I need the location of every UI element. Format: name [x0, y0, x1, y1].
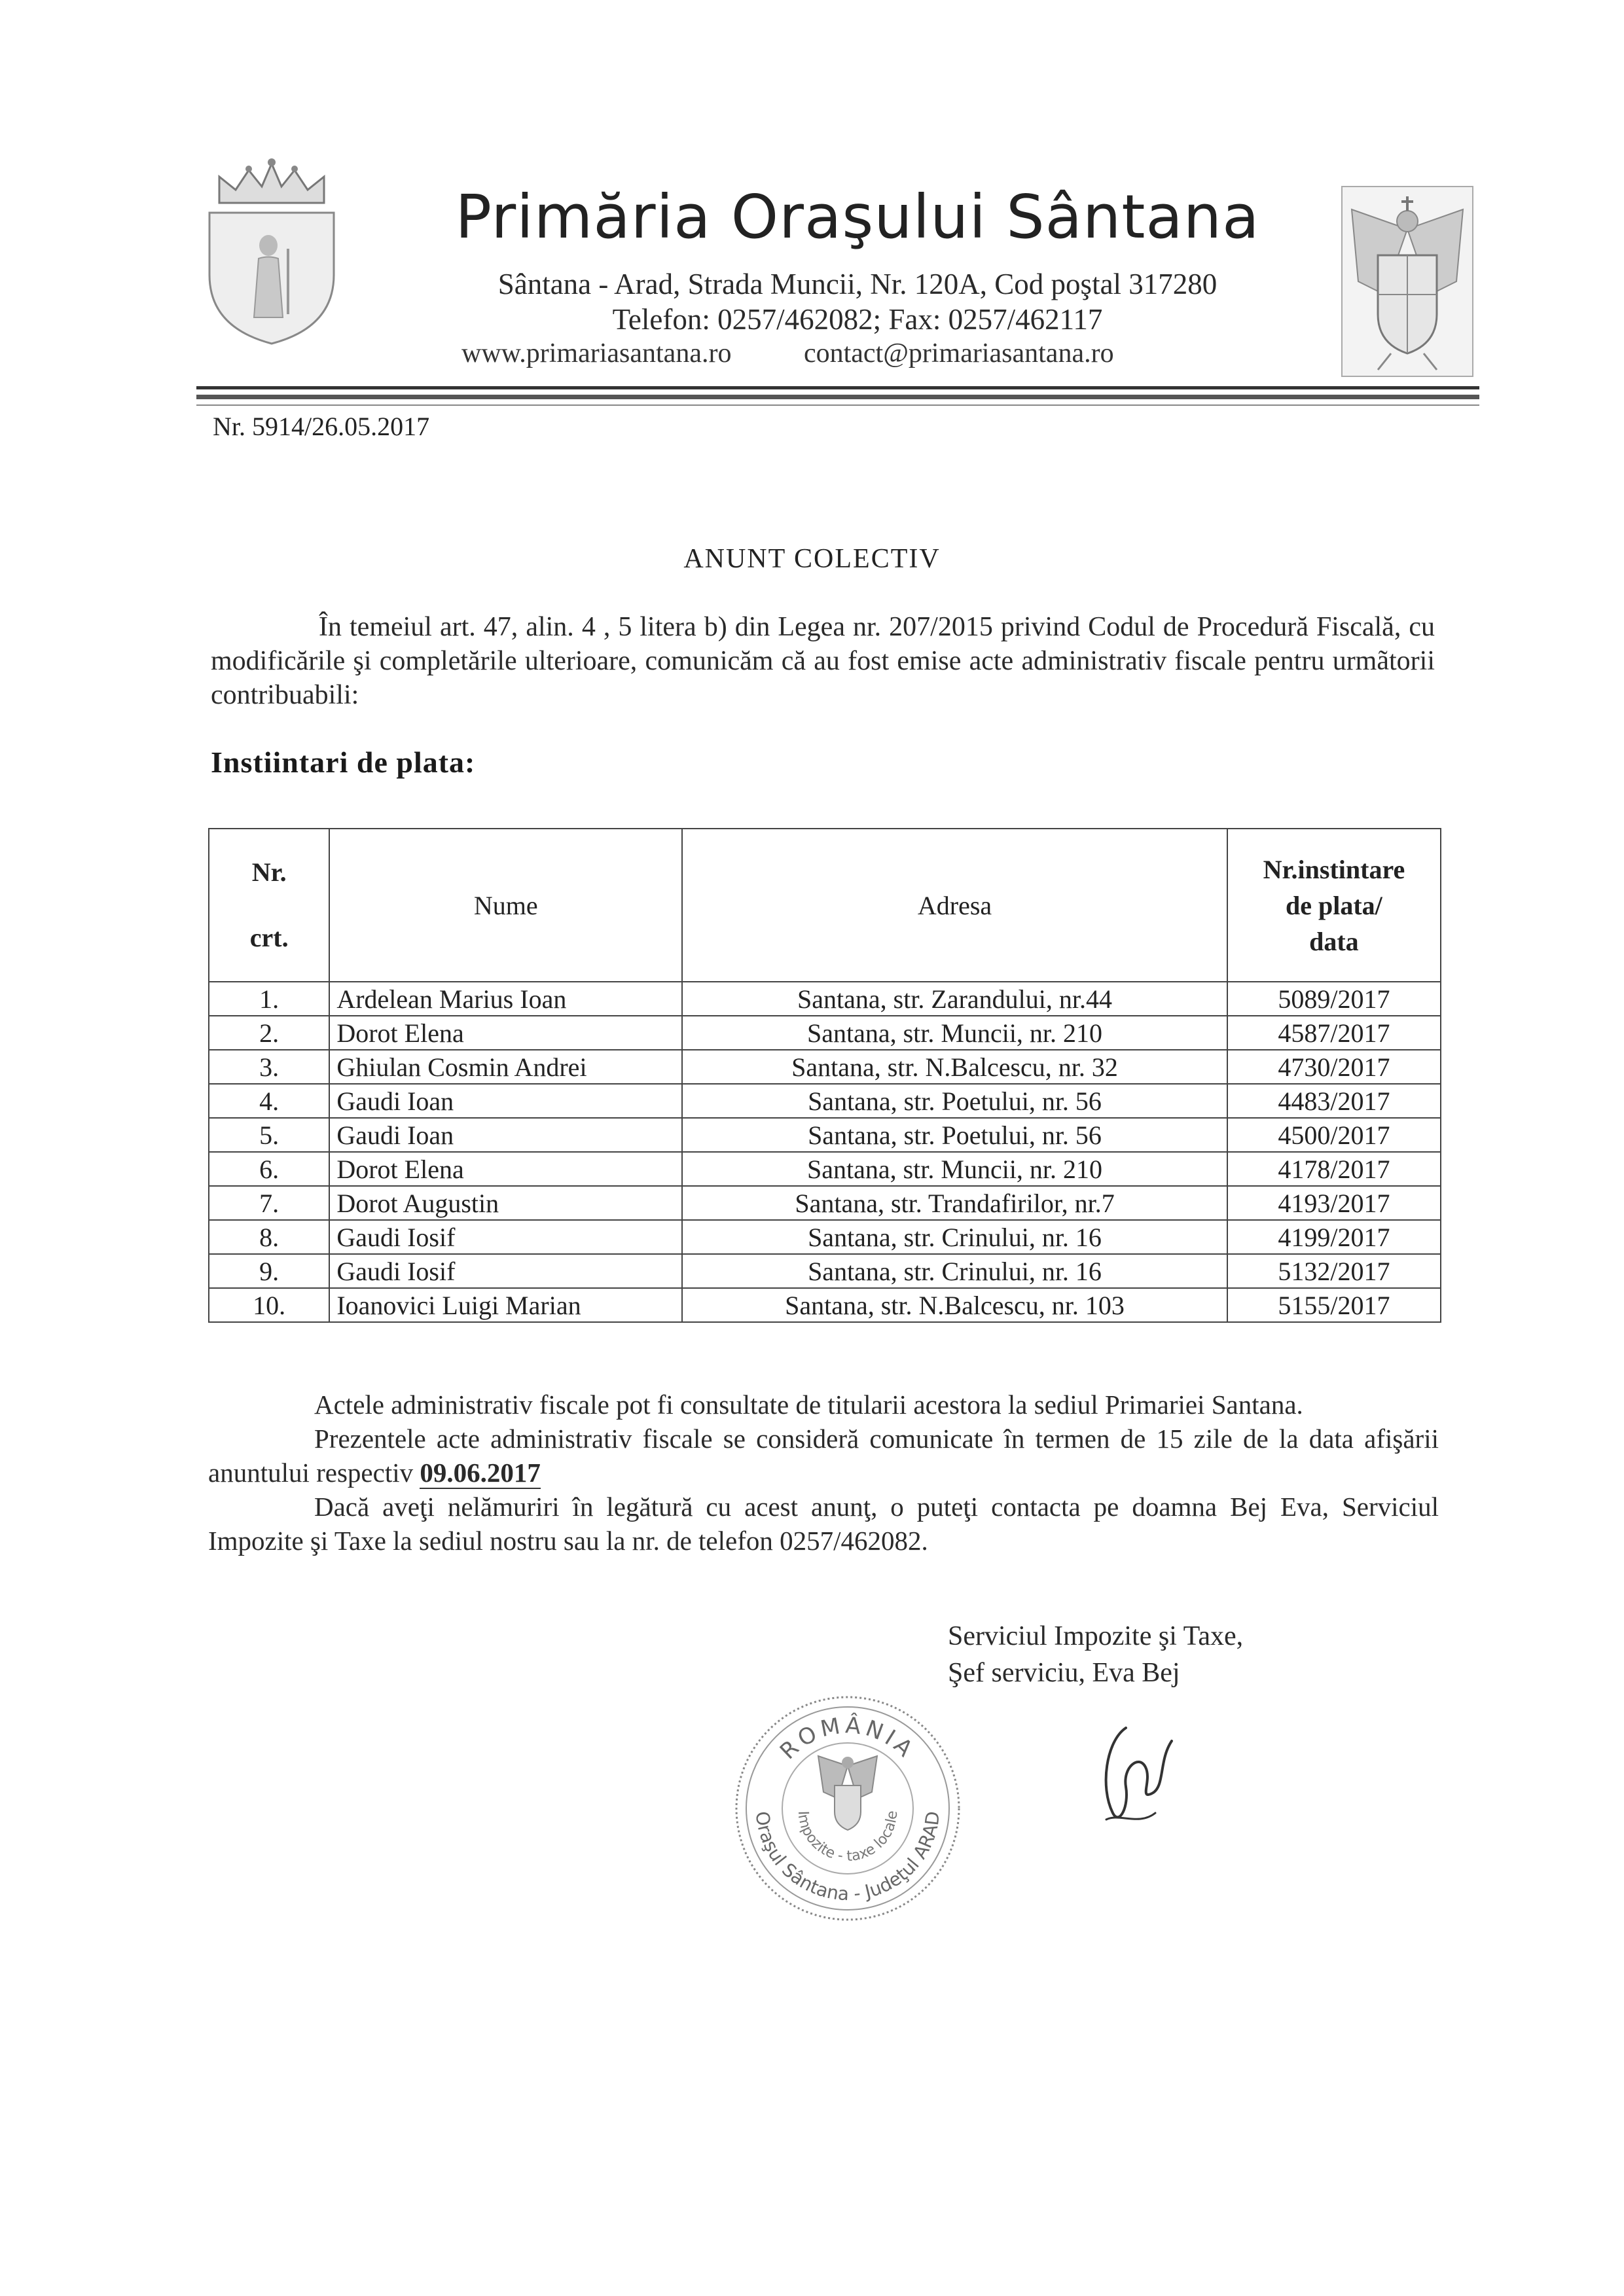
footer-paragraph-2: [208, 1422, 1439, 1490]
cell-notice: 4199/2017: [1227, 1220, 1441, 1254]
stamp-top-text: ROMÂNIA: [774, 1712, 921, 1765]
footer-paragraph-2-text: Prezentele acte administrativ fiscale se consideră comunicate în termen de 15 zile de la data afişării anuntului respectiv: [208, 1424, 1439, 1488]
cell-address: Santana, str. Poetului, nr. 56: [682, 1084, 1227, 1118]
footer-paragraph-3: Dacă aveţi nelămuriri în legătură cu acest anunţ, o puteţi contacta pe doamna Bej Eva, Serviciul Impozite şi Taxe la sediul nostru sau la nr. de telefon 0257/462082.: [208, 1492, 1439, 1556]
signature-block: [948, 1618, 1243, 1691]
intro-paragraph: În temeiul art. 47, alin. 4 , 5 litera b) din Legea nr. 207/2015 privind Codul de Procedură Fiscală, cu modificările şi completările ulterioare, comunicăm că au fost emise acte administrativ fiscale pentru urmãtorii contribuabili:: [211, 612, 1435, 710]
website-link[interactable]: www.primariasantana.ro: [461, 338, 732, 368]
cell-name: Ioanovici Luigi Marian: [329, 1288, 682, 1322]
cell-nr: 2.: [209, 1016, 329, 1050]
cell-address: Santana, str. Muncii, nr. 210: [682, 1152, 1227, 1186]
col-header-address: Adresa: [682, 829, 1227, 982]
table-row: [209, 1220, 1441, 1254]
section-subheading: Instiintari de plata:: [211, 745, 476, 779]
col-header-nr-line2: crt.: [249, 923, 289, 952]
cell-address: Santana, str. Trandafirilor, nr.7: [682, 1186, 1227, 1220]
cell-nr: 4.: [209, 1084, 329, 1118]
display-date: 09.06.2017: [420, 1458, 541, 1488]
cell-notice: 4483/2017: [1227, 1084, 1441, 1118]
table-row: [209, 1016, 1441, 1050]
cell-nr: 6.: [209, 1152, 329, 1186]
header-divider: [196, 386, 1479, 389]
cell-nr: 1.: [209, 982, 329, 1016]
cell-notice: 4587/2017: [1227, 1016, 1441, 1050]
cell-nr: 10.: [209, 1288, 329, 1322]
cell-notice: 4730/2017: [1227, 1050, 1441, 1084]
cell-address: Santana, str. Muncii, nr. 210: [682, 1016, 1227, 1050]
cell-name: Gaudi Ioan: [329, 1084, 682, 1118]
cell-name: Ghiulan Cosmin Andrei: [329, 1050, 682, 1084]
header-divider: [196, 395, 1479, 399]
institution-title: Primăria Oraşului Sântana: [455, 182, 1260, 252]
document-number: Nr. 5914/26.05.2017: [213, 412, 430, 441]
cell-address: Santana, str. N.Balcescu, nr. 32: [682, 1050, 1227, 1084]
table-row: [209, 1050, 1441, 1084]
cell-address: Santana, str. N.Balcescu, nr. 103: [682, 1288, 1227, 1322]
col-header-notice-line3: data: [1309, 926, 1359, 956]
table-row: [209, 1186, 1441, 1220]
cell-address: Santana, str. Poetului, nr. 56: [682, 1118, 1227, 1152]
cell-notice: 5132/2017: [1227, 1254, 1441, 1288]
table-row: [209, 982, 1441, 1016]
city-coat-of-arms-icon: [196, 151, 347, 347]
cell-name: Dorot Elena: [329, 1152, 682, 1186]
address-line: Sântana - Arad, Strada Muncii, Nr. 120A, Cod poştal 317280: [497, 268, 1218, 300]
footer-paragraph-1: Actele administrativ fiscale pot fi consultate de titularii acestora la sediul Primariei Santana.: [314, 1390, 1303, 1420]
table-header-row: [209, 829, 1441, 982]
cell-name: Ardelean Marius Ioan: [329, 982, 682, 1016]
cell-nr: 8.: [209, 1220, 329, 1254]
cell-name: Gaudi Ioan: [329, 1118, 682, 1152]
document-heading: ANUNT COLECTIV: [683, 544, 941, 574]
cell-notice: 4178/2017: [1227, 1152, 1441, 1186]
romania-coat-of-arms-icon: [1339, 183, 1476, 380]
table-row: [209, 1084, 1441, 1118]
table-row: [209, 1118, 1441, 1152]
official-stamp-icon: [727, 1687, 969, 1929]
col-header-nr-line1: Nr.: [251, 857, 287, 887]
cell-address: Santana, str. Zarandului, nr.44: [682, 982, 1227, 1016]
contact-row: [461, 338, 1286, 369]
table-row: [209, 1288, 1441, 1322]
col-header-notice-line2: de plata/: [1286, 890, 1382, 920]
col-header-notice: [1227, 829, 1441, 982]
cell-address: Santana, str. Crinului, nr. 16: [682, 1220, 1227, 1254]
header-divider: [196, 404, 1479, 406]
cell-notice: 5155/2017: [1227, 1288, 1441, 1322]
cell-notice: 4500/2017: [1227, 1118, 1441, 1152]
cell-nr: 9.: [209, 1254, 329, 1288]
handwritten-signature-icon: [1080, 1715, 1185, 1846]
cell-notice: 5089/2017: [1227, 982, 1441, 1016]
col-header-notice-line1: Nr.instintare: [1263, 854, 1405, 884]
cell-name: Gaudi Iosif: [329, 1220, 682, 1254]
cell-nr: 7.: [209, 1186, 329, 1220]
signatory-name: Şef serviciu, Eva Bej: [948, 1658, 1180, 1688]
stamp-inner-text: Impozite - taxe locale: [794, 1810, 901, 1865]
cell-name: Dorot Elena: [329, 1016, 682, 1050]
cell-name: Gaudi Iosif: [329, 1254, 682, 1288]
cell-nr: 5.: [209, 1118, 329, 1152]
cell-notice: 4193/2017: [1227, 1186, 1441, 1220]
email-link[interactable]: contact@primariasantana.ro: [803, 338, 1114, 368]
table-row: [209, 1152, 1441, 1186]
cell-name: Dorot Augustin: [329, 1186, 682, 1220]
table-row: [209, 1254, 1441, 1288]
department-name: Serviciul Impozite şi Taxe,: [948, 1621, 1244, 1651]
phone-line: Telefon: 0257/462082; Fax: 0257/462117: [612, 303, 1103, 336]
col-header-name: Nume: [329, 829, 682, 982]
notices-table: [208, 828, 1441, 1323]
cell-address: Santana, str. Crinului, nr. 16: [682, 1254, 1227, 1288]
stamp-ring-text: Oraşul Sântana - Judeţul ARAD: [751, 1810, 945, 1905]
footer-text: [208, 1388, 1439, 1558]
col-header-nr: [209, 829, 329, 982]
cell-nr: 3.: [209, 1050, 329, 1084]
